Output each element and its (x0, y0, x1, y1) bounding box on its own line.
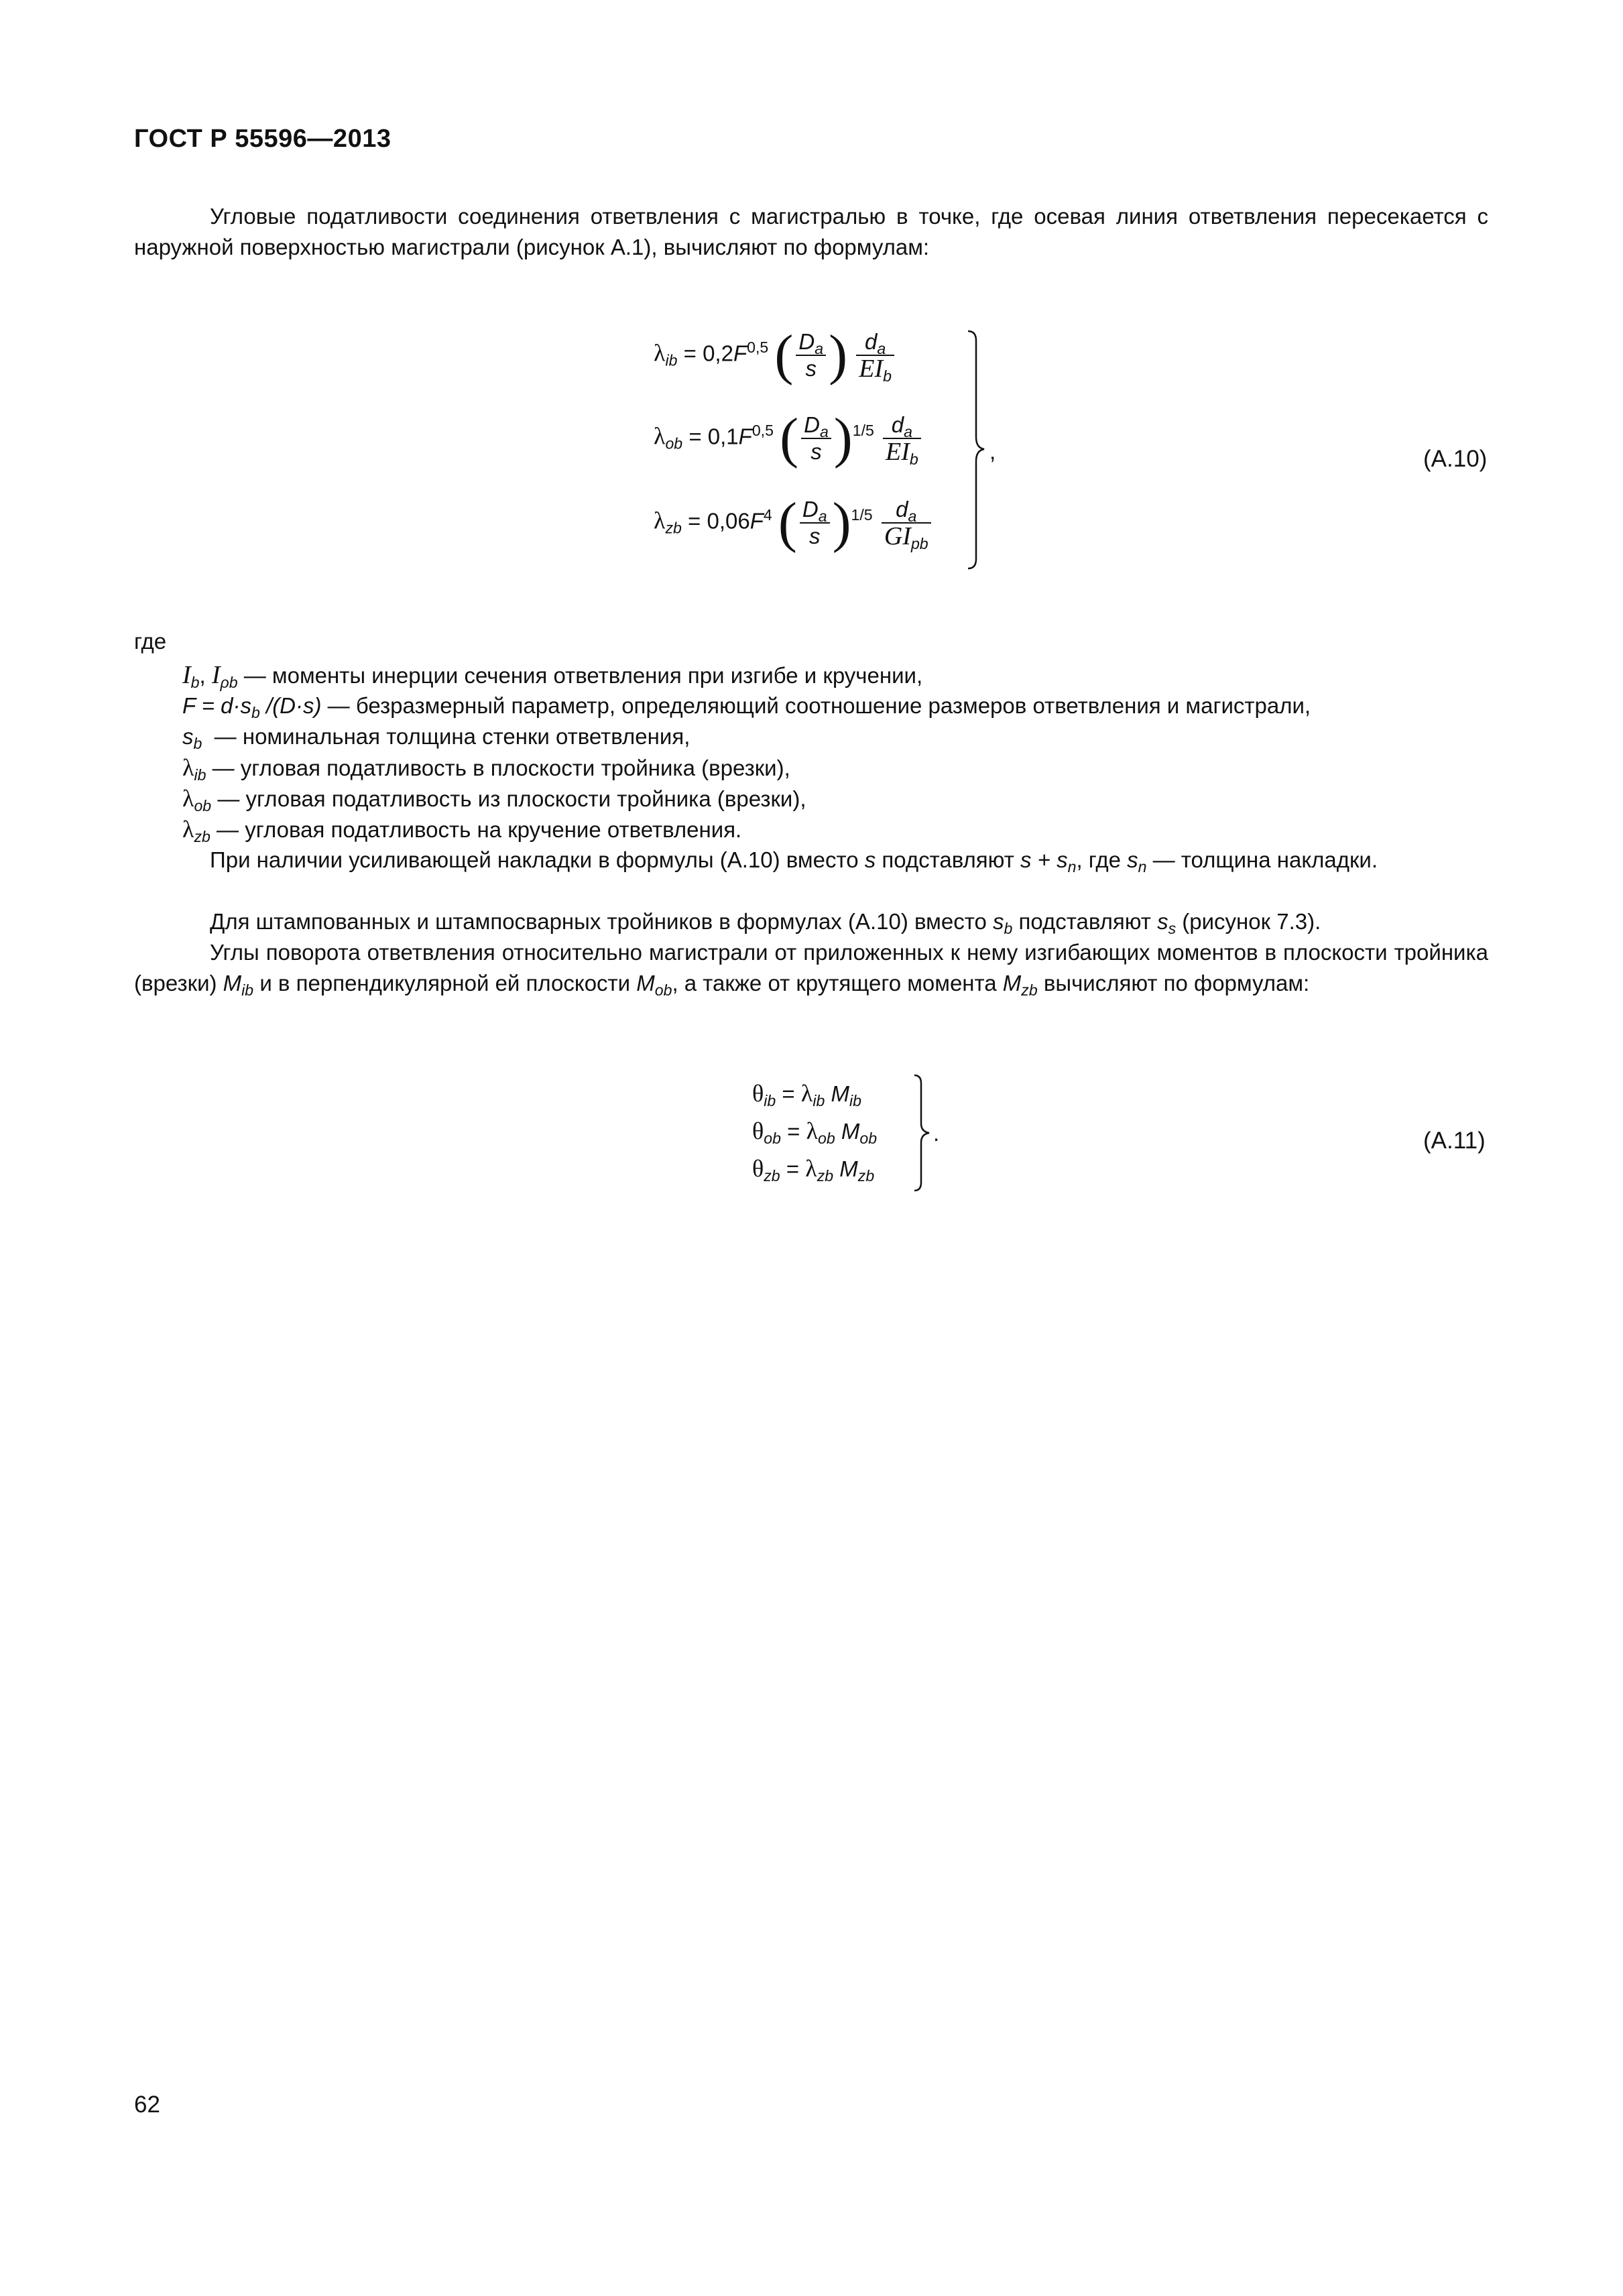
definition-lambda-ob: $\lambda_{ob}$ — угловая податливость из плоскости тройника (врезки), (182, 785, 806, 814)
definition-dimensionless-parameter: $F = d\cdot s_b$ /(D·s) — безразмерный параметр, определяющий соотношение размеров ответвления и магистрали, (182, 693, 1311, 721)
definition-moments-of-inertia: $I_b$, $I_{\rho b}$ — моменты инерции сечения ответвления при изгибе и кручении, (182, 661, 923, 691)
coefficient: = 0,06 (688, 508, 750, 534)
equation-a10-line-zb (654, 491, 934, 554)
equation-a11-line-zb: $\theta_{zb} = \lambda_{zb}$ $M_{zb}$ (752, 1155, 875, 1185)
paragraph-stamped-tees: Для штампованных и штампосварных тройников в формулах (А.10) вместо $s_b$ подставляют $s_s$ (рисунок 7.3). (210, 909, 1321, 937)
coefficient: = 0,2 (683, 341, 733, 366)
right-paren: ) (829, 324, 848, 386)
equation-a11-line-ob: $\theta_{ob} = \lambda_{ob}$ $M_{ob}$ (752, 1117, 878, 1147)
paren-exponent: 1/5 (851, 506, 873, 524)
left-paren: ( (780, 407, 799, 469)
f-symbol: F (733, 341, 747, 366)
right-brace-a11 (912, 1074, 936, 1192)
equation-a10-line-ib (654, 324, 897, 386)
equation-a11-number: (А.11) (1423, 1128, 1486, 1154)
equation-a11-line-ib: $\theta_{ib} = \lambda_{ib}$ $M_{ib}$ (752, 1080, 861, 1109)
f-exponent: 4 (763, 506, 772, 524)
right-paren: ) (832, 491, 851, 554)
lambda-subscript: zb (665, 519, 682, 537)
equation-a10-number: (А.10) (1423, 446, 1488, 472)
left-paren: ( (778, 491, 797, 554)
f-symbol: F (738, 424, 752, 449)
equation-a10-comma: , (989, 439, 996, 464)
paren-exponent: 1/5 (852, 422, 874, 440)
lambda-symbol: λ (654, 339, 666, 367)
paragraph-reinforcing-pad: При наличии усиливающей накладки в формулы (А.10) вместо s подставляют $s + s_n$, где $s_n$ — толщина накладки. (210, 847, 1378, 875)
right-brace-a10 (965, 330, 992, 571)
paragraph-rotation-angles: Углы поворота ответвления относительно магистрали от приложенных к нему изгибающих моментов в плоскости тройника (врезки) $M_{ib}$ и в перпендикулярной ей плоскости $M_{ob}$, а также от крутящего момента $M_{zb}$ вычисляют по формулам: (134, 940, 1488, 999)
lambda-subscript: ib (665, 351, 678, 369)
definition-wall-thickness: $s_b$ — номинальная толщина стенки ответвления, (182, 724, 690, 752)
where-label: где (134, 629, 167, 654)
da-over-stiffness-fraction: $\frac{d_a}{GI_{pb}}$ (882, 497, 931, 550)
lambda-subscript: ob (665, 434, 683, 452)
f-symbol: F (749, 508, 764, 534)
lambda-symbol: λ (654, 422, 666, 450)
right-paren: ) (833, 407, 853, 469)
da-over-s-fraction: $\frac{D_a}{s}$ (800, 497, 830, 549)
da-over-s-fraction: $\frac{D_a}{s}$ (796, 329, 826, 381)
da-over-stiffness-fraction: $\frac{d_a}{EI_b}$ (856, 329, 894, 382)
definition-lambda-ib: $\lambda_{ib}$ — угловая податливость в плоскости тройника (врезки), (182, 754, 790, 784)
definition-lambda-zb: $\lambda_{zb}$ — угловая податливость на кручение ответвления. (182, 816, 742, 845)
f-exponent: 0,5 (747, 339, 769, 357)
f-exponent: 0,5 (752, 422, 774, 440)
intro-paragraph: Угловые податливости соединения ответвления с магистралью в точке, где осевая линия ответвления пересекается с наружной поверхностью магистрали (рисунок А.1), вычисляют по формулам: (134, 204, 1488, 259)
equation-a10-line-ob (654, 407, 924, 469)
da-over-s-fraction: $\frac{D_a}{s}$ (801, 412, 831, 465)
da-over-stiffness-fraction: $\frac{d_a}{EI_b}$ (883, 412, 921, 465)
equation-a11-period: . (933, 1121, 940, 1146)
document-header: ГОСТ Р 55596—2013 (134, 125, 392, 153)
left-paren: ( (774, 324, 794, 386)
coefficient: = 0,1 (688, 424, 739, 449)
page-number: 62 (134, 2092, 160, 2118)
lambda-symbol: λ (654, 507, 666, 534)
